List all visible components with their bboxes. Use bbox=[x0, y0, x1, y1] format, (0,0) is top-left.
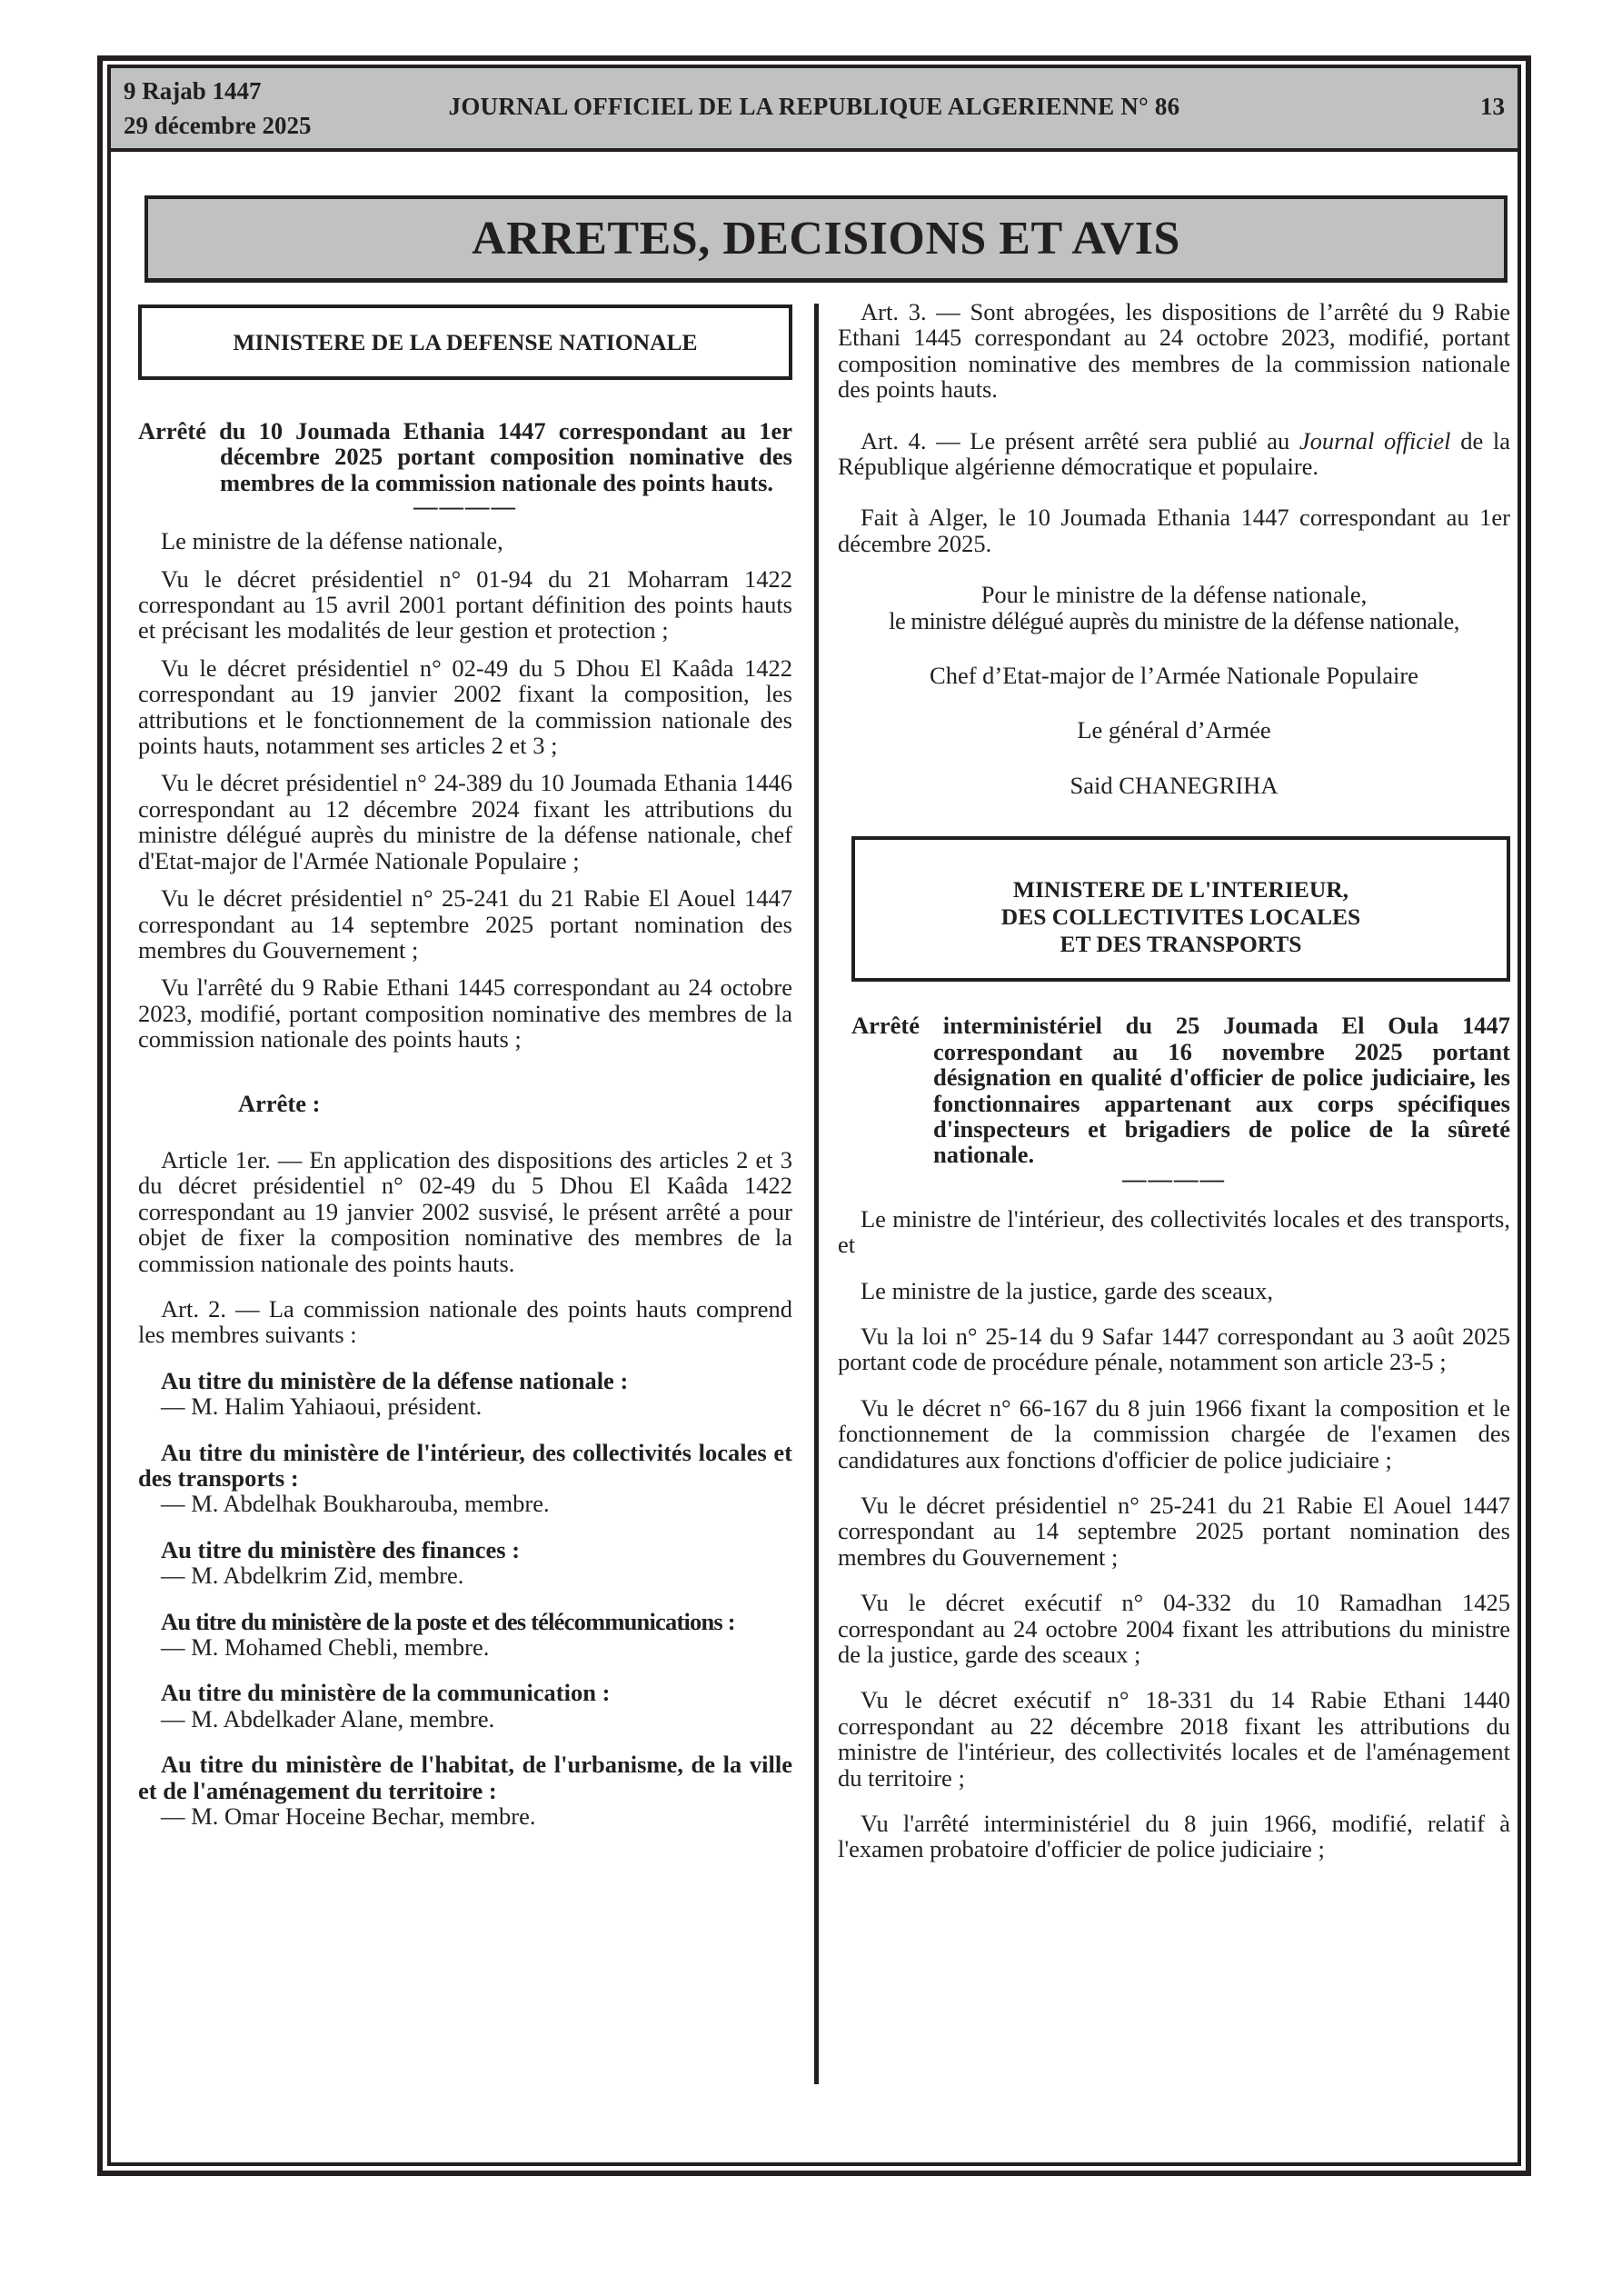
article-3: Art. 3. — Sont abrogées, les dispositions de l’arrêté du 9 Rabie Ethani 1445 correspondant au 24 octobre 2023, modifié, portant composition nominative des membres de la commission nationale des points hauts. bbox=[838, 298, 1510, 404]
member-name: — M. Abdelkader Alane, membre. bbox=[161, 1704, 495, 1732]
signature-block bbox=[838, 582, 1510, 798]
article-2: Art. 2. — La commission nationale des points hauts comprend les membres suivants : bbox=[138, 1294, 792, 1349]
visa-paragraph: Vu le décret exécutif n° 04-332 du 10 Ramadhan 1425 correspondant au 24 octobre 2004 fixant les attributions du ministre de la justice, garde des sceaux ; bbox=[838, 1589, 1510, 1668]
member-name: — M. Halim Yahiaoui, président. bbox=[161, 1393, 483, 1421]
visa-paragraph: Vu l'arrêté du 9 Rabie Ethani 1445 correspondant au 24 octobre 2023, modifié, portant composition nominative des membres de la commission nationale des points hauts ; bbox=[138, 973, 792, 1053]
signature-line: Le général d’Armée bbox=[1077, 716, 1271, 744]
separator: ———— bbox=[413, 493, 517, 521]
column-divider bbox=[814, 304, 819, 2084]
hijri-date: 9 Rajab 1447 bbox=[124, 77, 262, 105]
visa-paragraph: Vu le décret présidentiel n° 02-49 du 5 Dhou El Kaâda 1422 correspondant au 19 janvier 2002 fixant la composition, les attributions et le fonctionnement de la commission nationale des points hauts, notamment ses articles 2 et 3 ; bbox=[138, 654, 792, 760]
member-heading: Au titre du ministère de l'intérieur, des collectivités locales et des transports : bbox=[138, 1438, 792, 1492]
article-4-text: Art. 4. — Le présent arrêté sera publié au bbox=[861, 426, 1299, 454]
member-heading: Au titre du ministère de l'habitat, de l'urbanisme, de la ville et de l'aménagement du territoire : bbox=[138, 1751, 792, 1804]
visa-paragraph: Vu le décret n° 66-167 du 8 juin 1966 fixant la composition et le fonctionnement de la commission chargée de l'examen des candidatures aux fonctions d'officier de police judiciaire ; bbox=[838, 1393, 1510, 1473]
page-frame-inner bbox=[107, 65, 1521, 2166]
page-frame-outer bbox=[97, 55, 1531, 2176]
page-number: 13 bbox=[1480, 93, 1505, 120]
done-at: Fait à Alger, le 10 Joumada Ethania 1447 correspondant au 1er décembre 2025. bbox=[838, 504, 1510, 557]
section-title: ARRETES, DECISIONS ET AVIS bbox=[144, 195, 1508, 283]
signatory-name: Said CHANEGRIHA bbox=[1070, 771, 1279, 799]
signature-line: le ministre délégué auprès du ministre de la défense nationale, bbox=[889, 606, 1459, 634]
visa-paragraph: Vu le décret présidentiel n° 01-94 du 21 Moharram 1422 correspondant au 15 avril 2001 portant définition des points hauts et précisant les modalités de leur gestion et protection ; bbox=[138, 564, 792, 644]
signature-line: Chef d’Etat-major de l’Armée Nationale Populaire bbox=[930, 662, 1418, 690]
separator: ———— bbox=[1122, 1164, 1226, 1193]
arrete-label: Arrête : bbox=[238, 1089, 321, 1117]
ministry-name: MINISTERE DE LA DEFENSE NATIONALE bbox=[233, 328, 698, 355]
visa-paragraph: Vu le décret présidentiel n° 25-241 du 21 Rabie El Aouel 1447 correspondant au 14 septembre 2025 portant nomination des membres du Gouvernement ; bbox=[838, 1491, 1510, 1571]
signature-line: Pour le ministre de la défense nationale, bbox=[980, 581, 1368, 609]
member-heading: Au titre du ministère des finances : bbox=[161, 1535, 521, 1563]
gregorian-date: 29 décembre 2025 bbox=[124, 112, 312, 139]
visa-paragraph: Vu le décret présidentiel n° 24-389 du 10 Joumada Ethania 1446 correspondant au 12 décembre 2024 fixant les attributions du ministre délégué auprès du ministre de la défense nationale, chef d'Etat-major de l'Armée Nationale Populaire ; bbox=[138, 769, 792, 874]
article-1: Article 1er. — En application des dispositions des articles 2 et 3 du décret présidentiel n° 02-49 du 5 Dhou El Kaâda 1422 correspondant au 19 janvier 2002 susvisé, le présent arrêté a pour objet de fixer la composition nominative des membres de la commission nationale des points hauts. bbox=[138, 1145, 792, 1277]
intro-paragraph: Le ministre de l'intérieur, des collectivités locales et des transports, et bbox=[838, 1204, 1510, 1259]
visa-paragraph: Vu l'arrêté interministériel du 8 juin 1966, modifié, relatif à l'examen probatoire d'officier de police judiciaire ; bbox=[838, 1810, 1510, 1863]
article-4 bbox=[838, 428, 1510, 480]
visa-paragraph: Vu la loi n° 25-14 du 9 Safar 1447 correspondant au 3 août 2025 portant code de procédure pénale, notamment son article 23-5 ; bbox=[838, 1322, 1510, 1376]
journal-officiel-italic: Journal officiel bbox=[1299, 426, 1451, 454]
member-name: — M. Abdelhak Boukharouba, membre. bbox=[161, 1490, 550, 1518]
member-heading: Au titre du ministère de la poste et des télécommunications : bbox=[161, 1607, 735, 1635]
intro-paragraph: Le ministre de la défense nationale, bbox=[161, 527, 503, 555]
running-header bbox=[111, 68, 1518, 152]
ministry-line: DES COLLECTIVITES LOCALES bbox=[1000, 903, 1361, 931]
intro-paragraph: Le ministre de la justice, garde des sceaux, bbox=[861, 1276, 1274, 1304]
member-heading: Au titre du ministère de la communication : bbox=[161, 1679, 611, 1707]
decree-title: Arrêté interministériel du 25 Joumada El Oula 1447 correspondant au 16 novembre 2025 portant désignation en qualité d'officier de police judiciaire, les fonctionnaires appartenant aux corps spécifiques d'inspecteurs et brigadiers de police de la sûreté nationale. bbox=[851, 1012, 1510, 1169]
journal-title: JOURNAL OFFICIEL DE LA REPUBLIQUE ALGERIENNE N° 86 bbox=[448, 93, 1180, 120]
member-name: — M. Omar Hoceine Bechar, membre. bbox=[161, 1802, 536, 1831]
visa-paragraph: Vu le décret exécutif n° 18-331 du 14 Rabie Ethani 1440 correspondant au 22 décembre 2018 fixant les attributions du ministre de l'intérieur, des collectivités locales et de l'aménagement du territoire ; bbox=[838, 1686, 1510, 1792]
decree-title: Arrêté du 10 Joumada Ethania 1447 correspondant au 1er décembre 2025 portant composition nominative des membres de la commission nationale des points hauts. bbox=[138, 417, 792, 496]
ministry-line: ET DES TRANSPORTS bbox=[1060, 931, 1302, 958]
member-name: — M. Abdelkrim Zid, membre. bbox=[161, 1562, 464, 1590]
article-4-text-end: de la République algérienne démocratique et populaire. bbox=[838, 426, 1511, 481]
ministry-heading-interior bbox=[851, 836, 1510, 982]
member-heading: Au titre du ministère de la défense nationale : bbox=[161, 1366, 629, 1394]
left-column bbox=[138, 304, 792, 1829]
member-name: — M. Mohamed Chebli, membre. bbox=[161, 1633, 490, 1662]
ministry-heading-defense bbox=[138, 304, 792, 380]
right-column bbox=[838, 298, 1511, 1863]
visa-paragraph: Vu le décret présidentiel n° 25-241 du 21 Rabie El Aouel 1447 correspondant au 14 septembre 2025 portant nomination des membres du Gouvernement ; bbox=[138, 884, 792, 963]
ministry-line: MINISTERE DE L'INTERIEUR, bbox=[1012, 876, 1349, 903]
